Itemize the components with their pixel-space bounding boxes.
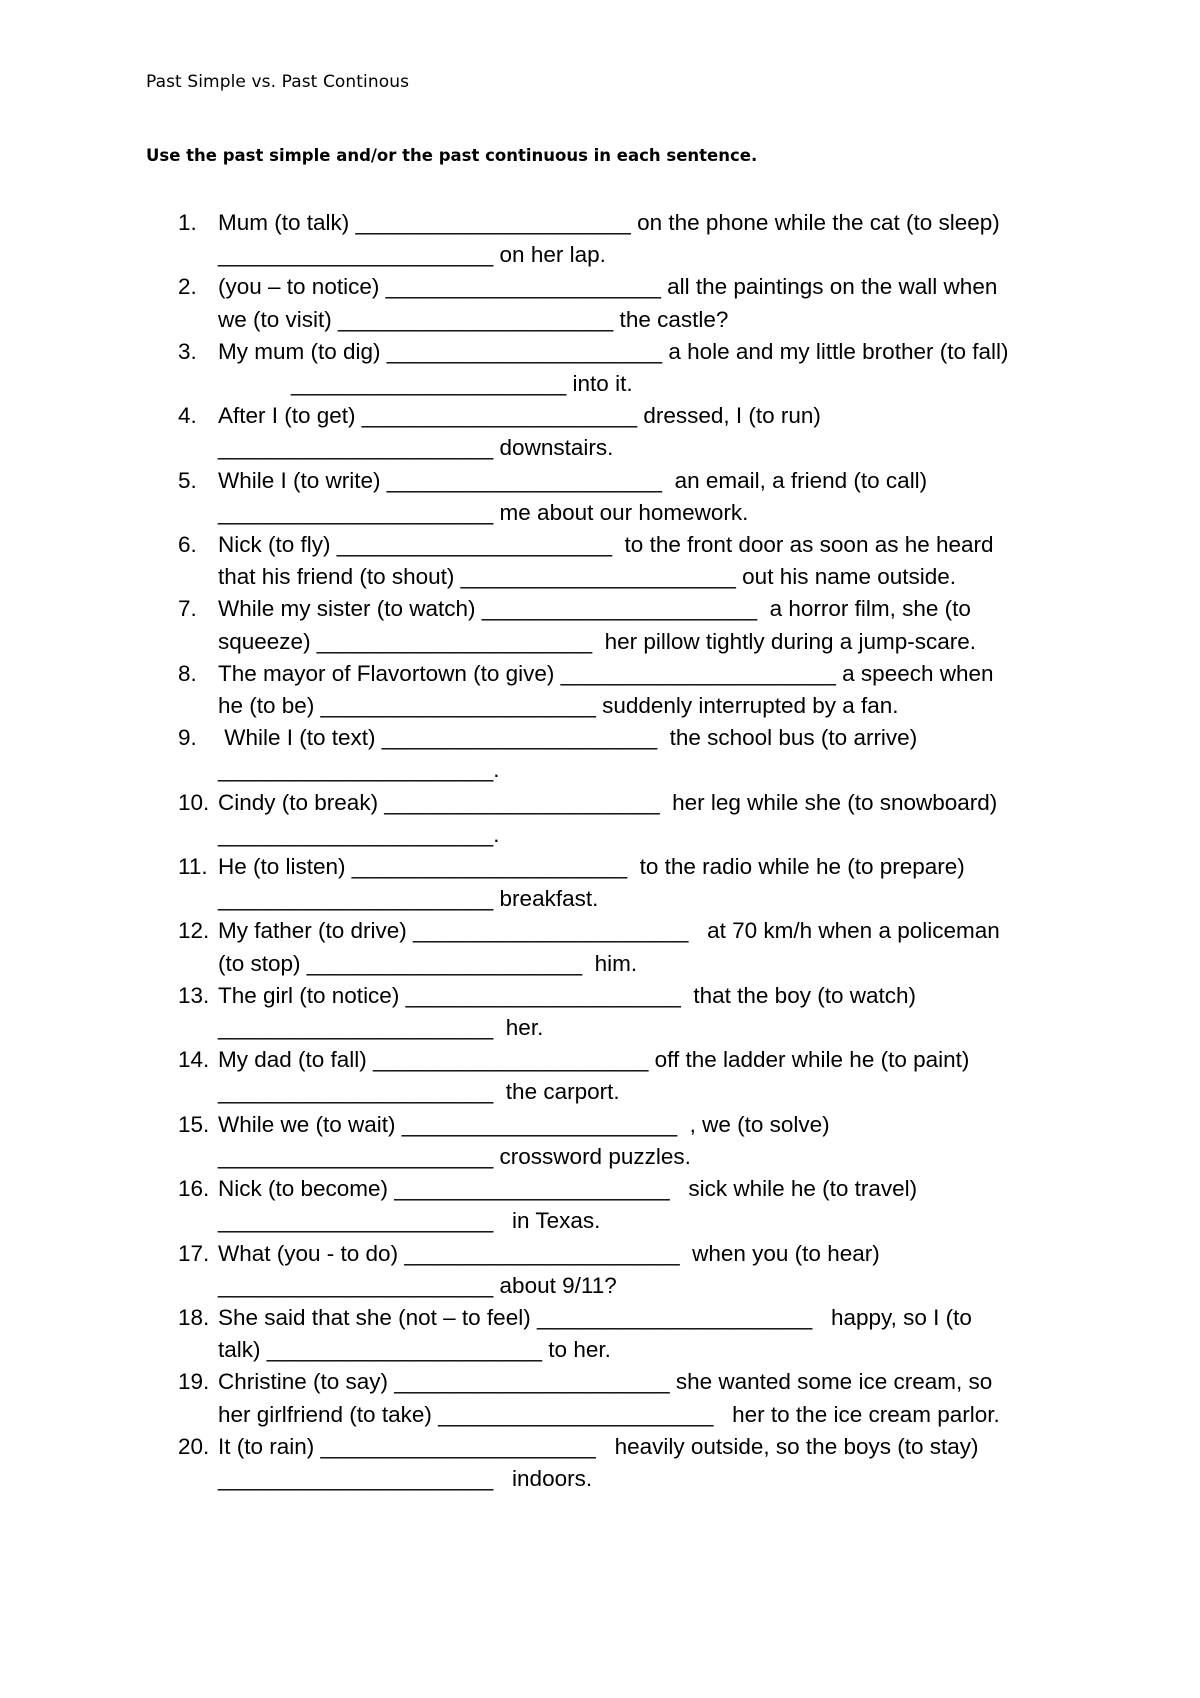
exercise-sentence-line: ______________________ into it. [291,371,633,397]
exercise-item [178,851,1078,915]
exercise-number: 8. [178,660,197,686]
exercise-sentence-line: ______________________ about 9/11? [218,1272,617,1298]
exercise-number: 16. [178,1176,210,1202]
exercise-number: 19. [178,1369,210,1395]
exercise-item [178,980,1078,1044]
exercise-sentence-line: ______________________ indoors. [218,1465,593,1491]
exercise-number: 2. [178,274,197,300]
exercise-sentence-line: He (to listen) ______________________ to the radio while he (to prepare) [218,854,965,880]
exercise-item [178,593,1078,657]
exercise-number: 12. [178,918,210,944]
exercise-item [178,722,1078,786]
exercise-number: 1. [178,210,197,235]
exercise-sentence-line: Christine (to say) ______________________ she wanted some ice cream, so [218,1369,993,1395]
exercise-item [178,658,1078,722]
exercise-number: 6. [178,532,197,558]
exercise-item [178,1238,1078,1302]
exercise-number: 14. [178,1047,210,1073]
exercise-number: 15. [178,1111,210,1137]
exercise-sentence-line: ______________________ crossword puzzles. [218,1143,691,1169]
exercise-sentence-line: ______________________ on her lap. [218,242,606,268]
exercise-item [178,271,1078,335]
exercise-sentence-line: ______________________. [218,821,500,847]
exercise-sentence-line: My dad (to fall) ______________________ off the ladder while he (to paint) [218,1047,970,1073]
exercise-sentence-line: talk) ______________________ to her. [218,1337,611,1363]
exercise-sentence-line: My mum (to dig) ______________________ a hole and my little brother (to fall) [218,338,1009,364]
exercise-item [178,1044,1078,1108]
exercise-number: 18. [178,1304,210,1330]
exercise-sentence-line: The mayor of Flavortown (to give) ______________________ a speech when [218,660,994,686]
exercise-number: 20. [178,1433,210,1459]
exercise-number: 5. [178,467,197,493]
exercise-sentence-line: While I (to text) ______________________ the school bus (to arrive) [218,725,918,751]
exercise-item [178,1302,1078,1366]
exercise-sentence-line: While we (to wait) ______________________ , we (to solve) [218,1111,830,1137]
exercise-item [178,465,1078,529]
exercise-number: 4. [178,403,197,429]
exercise-sentence-line: The girl (to notice) ______________________ that the boy (to watch) [218,982,916,1008]
exercise-sentence-line: My father (to drive) ______________________ at 70 km/h when a policeman [218,918,1000,944]
exercise-sentence-line: that his friend (to shout) ______________________ out his name outside. [218,564,957,590]
exercise-sentence-line: he (to be) ______________________ suddenly interrupted by a fan. [218,693,899,719]
exercise-sentence-line: ______________________ breakfast. [218,886,599,912]
exercise-sentence-line: ______________________. [218,757,500,783]
exercise-number: 3. [178,338,197,364]
exercise-item [178,1173,1078,1237]
exercise-sentence-line: She said that she (not – to feel) ______________________ happy, so I (to [218,1304,972,1330]
exercise-sentence-line: While my sister (to watch) ______________________ a horror film, she (to [218,596,971,622]
exercise-number: 7. [178,596,197,622]
instruction-text: Use the past simple and/or the past continuous in each sentence. [146,146,758,165]
exercise-item [178,787,1078,851]
exercise-sentence-line: (you – to notice) ______________________ all the paintings on the wall when [218,274,998,300]
exercise-sentence-line: What (you - to do) ______________________ when you (to hear) [218,1240,880,1266]
exercise-number: 9. [178,725,197,751]
exercise-sentence-line: After I (to get) ______________________ dressed, I (to run) [218,403,821,429]
exercise-number: 10. [178,789,210,815]
exercise-sentence-line: squeeze) ______________________ her pillow tightly during a jump-scare. [218,628,977,654]
exercise-item [178,1109,1078,1173]
exercise-sentence-line: ______________________ me about our homework. [218,499,749,525]
exercise-sentence-line: It (to rain) ______________________ heavily outside, so the boys (to stay) [218,1433,979,1459]
exercise-number: 11. [178,854,208,880]
exercise-item [178,1366,1078,1430]
exercise-item [178,915,1078,979]
exercise-number: 17. [178,1240,210,1266]
exercise-sentence-line: ______________________ the carport. [218,1079,620,1105]
exercise-sentence-line: Nick (to fly) ______________________ to the front door as soon as he heard [218,532,994,558]
exercise-sentence-line: Mum (to talk) ______________________ on the phone while the cat (to sleep) [218,210,1000,235]
exercise-number: 13. [178,982,210,1008]
exercise-list [178,207,1078,1495]
exercise-sentence-line: ______________________ downstairs. [218,435,614,461]
exercise-item [178,400,1078,464]
exercise-sentence-line: While I (to write) ______________________ an email, a friend (to call) [218,467,928,493]
exercise-item [178,1431,1078,1495]
exercise-sentence-line: ______________________ her. [218,1015,544,1041]
exercise-sentence-line: we (to visit) ______________________ the castle? [218,306,729,332]
exercise-sentence-line: Cindy (to break) ______________________ her leg while she (to snowboard) [218,789,998,815]
exercise-sentence-line: her girlfriend (to take) ______________________ her to the ice cream parlor. [218,1401,1000,1427]
exercise-sentence-line: Nick (to become) ______________________ sick while he (to travel) [218,1176,918,1202]
page-title: Past Simple vs. Past Continous [146,72,410,92]
exercise-item [178,529,1078,593]
exercise-sentence-line: ______________________ in Texas. [218,1208,601,1234]
exercise-item [178,336,1078,400]
exercise-sentence-line: (to stop) ______________________ him. [218,950,638,976]
exercise-item [178,207,1078,271]
